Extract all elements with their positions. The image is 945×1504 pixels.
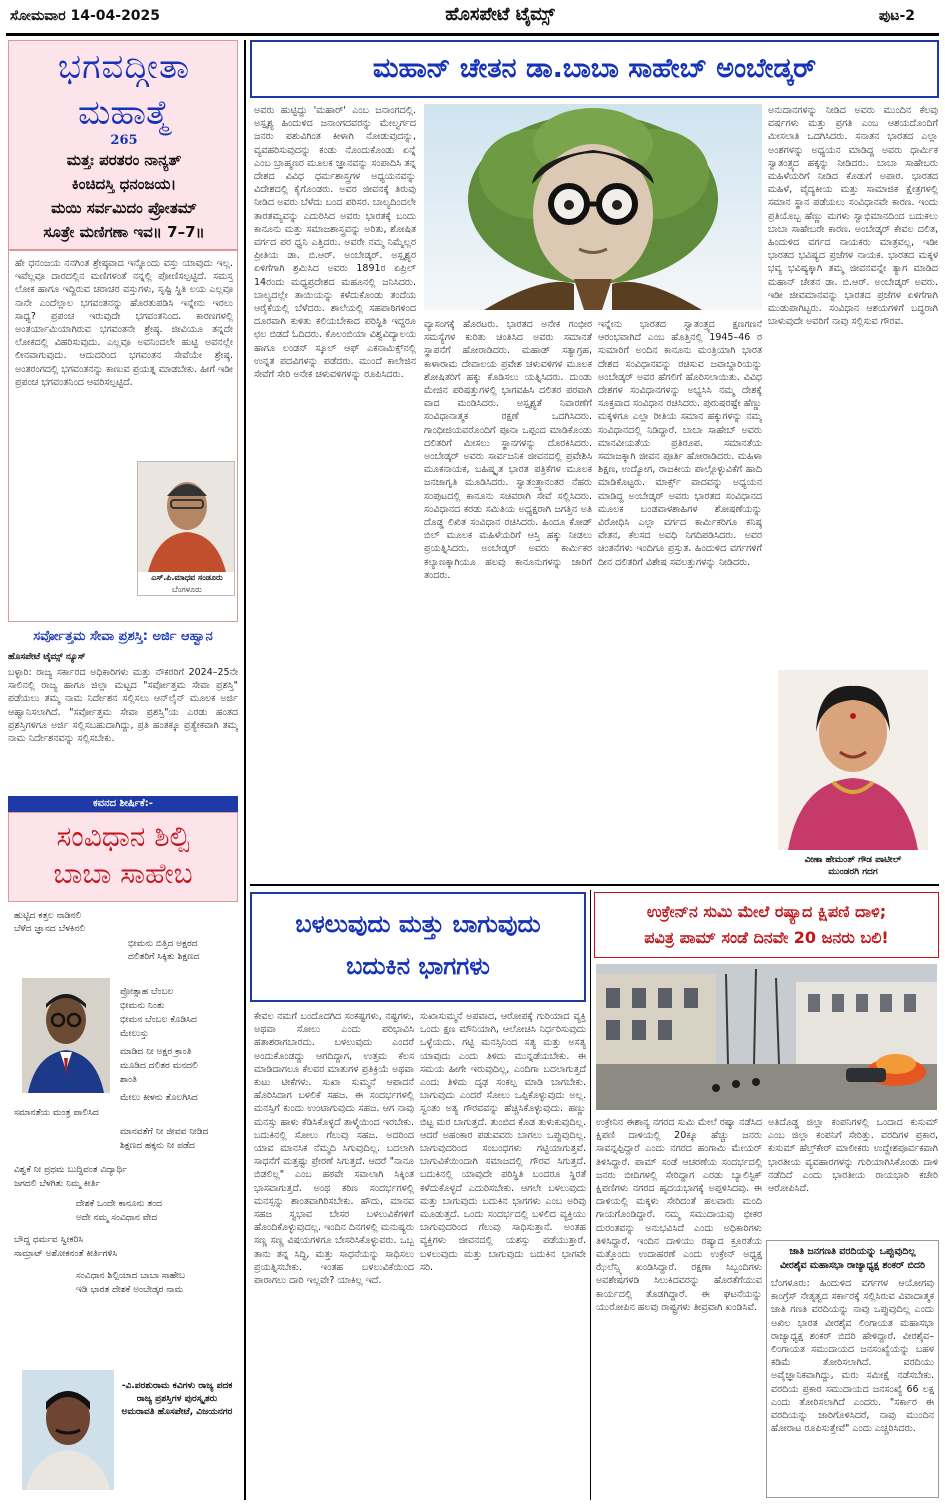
poem-line: ಹುಟ್ಟಿದ ಕತ್ತಲ ನಾಡಿನಲಿ	[14, 911, 82, 921]
award-body: ಬಳ್ಳಾರಿ: ರಾಜ್ಯ ಸರ್ಕಾರದ ಅಧಿಕಾರಿಗಳು ಮತ್ತು ನೌಕರರಿಗೆ 2024–25ನೇ ಸಾಲಿನಲ್ಲಿ ರಾಜ್ಯ ಹಾಗೂ ಜಿಲ್ಲಾ ಮಟ್ಟದ "ಸರ್ವೋತ್ತಮ ಸೇವಾ ಪ್ರಶಸ್ತಿ" ಪಡೆಯಲು ತಮ್ಮ ನಾಮ ನಿರ್ದೇಶನ ಸಲ್ಲಿಸಲು ಆನ್‌ಲೈನ್ ಮೂಲಕ ಅರ್ಜಿ ಆಹ್ವಾನಿಸಲಾಗಿದೆ. "ಸರ್ವೋತ್ತಮ ಸೇವಾ ಪ್ರಶಸ್ತಿ"ಯ ಎರಡು ಹಂತದ ಪ್ರಶಸ್ತಿಗಳಿಗೂ ಅರ್ಜಿ ಸಲ್ಲಿಸಬಹುದಾಗಿದ್ದು, ಪ್ರತಿ ಹಂತಕ್ಕೂ ಪ್ರತ್ಯೇಕವಾಗಿ ತಮ್ಮ ನಾಮ ನಿರ್ದೇಶನವನ್ನು ಸಲ್ಲಿಸಬೇಕು.	[8, 667, 238, 745]
ambedkar-col-1: ಅವರು ಹುಟ್ಟಿದ್ದು 'ಮಹಾರ್' ಎಂಬ ಜನಾಂಗದಲ್ಲಿ. ಅಸ್ಪೃಶ್ಯ ಹಿಂದುಳಿದ ಜನಾಂಗದವರನ್ನು ಮೇಲ್ವರ್ಗದ ಜನರು ಪಶುವಿಗಿಂತ ಕೀಳಾಗಿ ನೋಡುವುದನ್ನು, ವ್ಯವಹರಿಸುವುದನ್ನು ಕಂಡು ನೊಂದುಕೊಂಡು ಏನ್ನೆ ಎಂಬ ಬ್ರಾಹ್ಮಣರ ಮೂಲಕ ಜ್ಞಾನವನ್ನು ಸಂಪಾದಿಸಿ ತನ್ನ ದೇಶದ ವಿವಿಧ ಧರ್ಮಶಾಸ್ತ್ರಗಳ ಅಧ್ಯಯನವನ್ನು ವಿದೇಶದಲ್ಲಿ ಕೈಗೊಂಡರು. ಅವರ ಜೀವನಕ್ಕೆ ತಿರುವು ನೀಡಿದ ಅವರು ಬೆಳೆದು ಬಂದ ಪರಿಸರ. ಬಾಲ್ಯದಿಂದಲೇ ತಾರತಮ್ಯವನ್ನು ಎದುರಿಸಿದ ಅವರು ಭಾರತಕ್ಕೆ ಬಂದು ಕಾನೂನು ಮತ್ತು ಸಮಾಜಶಾಸ್ತ್ರವನ್ನು ಅರಿತು, ಶೋಷಿತ ವರ್ಗದ ಪರ ಧ್ವನಿ ಎತ್ತಿದರು. ಅವರೇ ನಮ್ಮ ನಿಮ್ಮೆಲ್ಲರ ಪ್ರೀತಿಯ ಡಾ. ಬಿ.ಆರ್. ಅಂಬೇಡ್ಕರ್. ಅಸ್ಪೃಶ್ಯರ ಏಳಿಗೆಗಾಗಿ ಶ್ರಮಿಸಿದ ಅವರು 1891ರ ಏಪ್ರಿಲ್ 14ರಂದು ಮಧ್ಯಪ್ರದೇಶದ ಮಹೂನಲ್ಲಿ ಜನಿಸಿದರು. ಬಾಲ್ಯದಲ್ಲೇ ತಾಯಿಯನ್ನು ಕಳೆದುಕೊಂಡು ತಂದೆಯ ಆರೈಕೆಯಲ್ಲಿ ಬೆಳೆದರು. ಶಾಲೆಯಲ್ಲಿ ಸಹಪಾಠಿಗಳಿಂದ ದೂರವಾಗಿ ಕುಳಿತು ಕಲಿಯಬೇಕಾದ ಪರಿಸ್ಥಿತಿ ಇದ್ದರೂ ಛಲ ಬಿಡದೆ ಓದಿದರು. ಕೊಲಂಬಿಯಾ ವಿಶ್ವವಿದ್ಯಾಲಯ ಹಾಗೂ ಲಂಡನ್ ಸ್ಕೂಲ್ ಆಫ್ ಎಕನಾಮಿಕ್ಸ್‌ನಲ್ಲಿ ಉನ್ನತ ಪದವಿಗಳನ್ನು ಪಡೆದರು. ಮುಂದೆ ಕಾಲೇಜಿನ ಸೇವೆಗೆ ಸೇರಿ ಅನೇಕ ಚಳುವಳಿಗಳನ್ನು ರೂಪಿಸಿದರು.	[254, 105, 416, 381]
poem-line: ಮೇಲುಸ್ತು	[120, 1029, 149, 1039]
ambedkar-headline: ಮಹಾನ್ ಚೇತನ ಡಾ.ಬಾಬಾ ಸಾಹೇಬ್ ಅಂಬೇಡ್ಕರ್	[372, 53, 817, 84]
gita-verse-2: ಕಿಂಚಿದಸ್ತಿ ಧನಂಜಯ।	[71, 175, 177, 193]
poem-author	[8, 1366, 238, 1498]
poem-line: ಪ್ರೋತ್ಸಾಹ ಬೆಂಬಲ	[120, 987, 174, 997]
gita-verse-3: ಮಯಿ ಸರ್ವಮಿದಂ ಪ್ರೋತಮ್	[51, 199, 197, 217]
poem-line: ಜಗದಲಿ ಬೆಳಗಿತು ನಿಮ್ಮ ಕೀರ್ತಿ	[14, 1179, 101, 1189]
poem-line: ಭೀಮನು ನಿಂತು	[120, 1001, 165, 1011]
poem-line: ಭೀಮನ ಬೆಂಬಲ ಕೊಡಿಸಿದ	[120, 1015, 197, 1025]
ambedkar-author-place: ಮುಂಡರಗಿ ಗದಗ	[828, 867, 878, 877]
ambedkar-portrait-small	[22, 978, 110, 1093]
gita-verse-4: ಸೂತ್ರೇ ಮಣಿಗಣಾ ಇವ॥ 7–7॥	[43, 223, 205, 241]
ambedkar-col-2: ವ್ಯಾಸಂಗಕ್ಕೆ ಹೊರಟರು. ಭಾರತದ ಅನೇಕ ಗಂಭೀರ ಸಮಸ್ಯೆಗಳ ಕುರಿತು ಚಿಂತಿಸಿದ ಅವರು ಸಮಾನತೆ ಸ್ಥಾಪನೆಗೆ ಹೋರಾಡಿದರು. ಮಹಾಡ್ ಸತ್ಯಾಗ್ರಹ, ಕಾಳಾರಾಮ ದೇವಾಲಯ ಪ್ರವೇಶ ಚಳುವಳಿಗಳ ಮೂಲಕ ಶೋಷಿತರಿಗೆ ಹಕ್ಕು ಕೊಡಿಸಲು ಯತ್ನಿಸಿದರು. ದುಂಡು ಮೇಜಿನ ಪರಿಷತ್ತುಗಳಲ್ಲಿ ಭಾಗವಹಿಸಿ ದಲಿತರ ಪರವಾಗಿ ವಾದ ಮಂಡಿಸಿದರು. ಅಸ್ಪೃಶ್ಯತೆ ನಿವಾರಣೆಗೆ ಸಂವಿಧಾನಾತ್ಮಕ ರಕ್ಷಣೆ ಒದಗಿಸಿದರು. ಗಾಂಧೀಜಿಯವರೊಂದಿಗೆ ಪೂನಾ ಒಪ್ಪಂದ ಮಾಡಿಕೊಂಡು ದಲಿತರಿಗೆ ಮೀಸಲು ಸ್ಥಾನಗಳನ್ನು ದೊರಕಿಸಿದರು. ಅಂಬೇಡ್ಕರ್ ಅವರು ಸಾರ್ವಜನಿಕ ಜೀವನದಲ್ಲಿ ಪ್ರವೇಶಿಸಿ ಮೂಕನಾಯಕ, ಬಹಿಷ್ಕೃತ ಭಾರತ ಪತ್ರಿಕೆಗಳ ಮೂಲಕ ಜನಜಾಗೃತಿ ಮೂಡಿಸಿದರು. ಸ್ವಾತಂತ್ರ್ಯಾನಂತರ ನೆಹರು ಸಂಪುಟದಲ್ಲಿ ಕಾನೂನು ಸಚಿವರಾಗಿ ಸೇವೆ ಸಲ್ಲಿಸಿದರು. ಸಂವಿಧಾನದ ಕರಡು ಸಮಿತಿಯ ಅಧ್ಯಕ್ಷರಾಗಿ ಜಗತ್ತಿನ ಅತಿ ದೊಡ್ಡ ಲಿಖಿತ ಸಂವಿಧಾನ ರಚಿಸಿದರು. ಹಿಂದೂ ಕೋಡ್ ಬಿಲ್ ಮೂಲಕ ಮಹಿಳೆಯರಿಗೆ ಆಸ್ತಿ ಹಕ್ಕು ನೀಡಲು ಪ್ರಯತ್ನಿಸಿದರು. ಅಂಬೇಡ್ಕರ್ ಅವರು ಕಾರ್ಮಿಕರ ಕಲ್ಯಾಣಕ್ಕಾಗಿಯೂ ಹಲವು ಕಾನೂನುಗಳನ್ನು ಜಾರಿಗೆ ತಂದರು.	[424, 319, 592, 581]
balaluvudu-col-1: ಕೇವಲ ನಮಗೆ ಬಂದೊದಗಿದ ಸಂಕಷ್ಟಗಳು, ನಷ್ಟಗಳು, ಅಥವಾ ಸೋಲು ಎಂದು ಪರಿಭಾವಿಸಿ ಹತಾಶರಾಗಬಾರದು. ಬಳಲುವುದು ಎಂದರೆ ಅಂದುಕೊಂಡದ್ದು ಆಗದಿದ್ದಾಗ, ಉತ್ತಮ ಕೆಲಸ ಮಾಡಿದಾಗಲೂ ಕೆಲವರ ಮಾತುಗಳ ಪ್ರತಿಕ್ರಿಯೆ ಅಥವಾ ಕುಟು ಟೀಕೆಗಳು. ಸುಖಾ ಸುಮ್ಮನೆ ಆಪಾದನೆ ಹೊರಿಸಿದಾಗ ಬಳಲಿಕೆ ಸಹಜ. ಈ ಸಂದರ್ಭಗಳಲ್ಲಿ ಮನಸ್ಸಿಗೆ ಕುಂದು ಉಂಟಾಗುವುದು ಸಹಜ. ಆಗ ನಾವು ಮನಸ್ಸು ಹಾಳು ಕೆಡಿಸಿಕೊಳ್ಳದೆ ತಾಳ್ಮೆಯಿಂದ ಇರಬೇಕು. ಬದುಕಿನಲ್ಲಿ ಸೋಲು ಗೆಲುವು ಸಹಜ. ಅದರಿಂದ ಯಾವ ಮಾನಸಿಕ ನೆಮ್ಮದಿ ಸಿಗುವುದಿಲ್ಲ. ಬದಲಾಗಿ ಸಾಧನೆಗೆ ಮತ್ತಷ್ಟು ಪ್ರೇರಣೆ ಸಿಗುತ್ತದೆ. ಆದರೆ "ನಾನೂ ಬಿಡಲಿಲ್ಲ" ಎಂಬ ಹಠವೇ ಸವಾಲಾಗಿ ಸಿಕ್ಕಿಂತ ಭಾಸವಾಗುತ್ತದೆ. ಅಂಥ ಕಠಿಣ ಸಂದರ್ಭಗಳಲ್ಲಿ ಮನಸ್ಸನ್ನು ಶಾಂತವಾಗಿರಿಸಬೇಕು. ಹೌದು, ಮಾನವ ಸಹಜ ಸ್ವಭಾವ ಬೇಸರ ಬಳಲುವಿಕೆಗಳಿಗೆ ಹೊಂದಿಕೊಳ್ಳುವುದಲ್ಲ. ಇಂದಿನ ದಿನಗಳಲ್ಲಿ ಮನುಷ್ಯರು ಸಣ್ಣ ಸಣ್ಣ ವಿಷಯಗಳಿಗೂ ಬೇಸರಿಸಿಕೊಳ್ಳುವರು. ಒಬ್ಬ ತಾನು ತನ್ನ ಸಿದ್ಧಿ, ಮತ್ತು ಸಾಧನೆಯನ್ನು ಸಾಧಿಸಲು ಪ್ರಯತ್ನಿಸಬೇಕು. ಇಂತಹ ಬಳಲುವಿಕೆಯಿಂದ ಪಾರಾಗಲು ದಾರಿ ಇಲ್ಲವೇ? ಯಾಕಿಲ್ಲ ಇದೆ.	[254, 1011, 414, 1287]
poem-line: ಸಂವಿಧಾನ ಶಿಲ್ಪಿಯಾದ ಬಾಬಾ ಸಾಹೇಬ	[76, 1271, 186, 1281]
poem-label-bar	[8, 796, 238, 812]
ambedkar-headline-box	[250, 40, 939, 98]
caste-census-body: ಬೆಂಗಳೂರು: ಹಿಂದುಳಿದ ವರ್ಗಗಳ ಆಯೋಗವು ಕಾಂಗ್ರೆಸ್ ನೇತೃತ್ವದ ಸರ್ಕಾರಕ್ಕೆ ಸಲ್ಲಿಸಿರುವ ವಿವಾದಾತ್ಮಕ ಜಾತಿ ಗಣತಿ ವರದಿಯನ್ನು ನಾವು ಒಪ್ಪುವುದಿಲ್ಲ ಎಂದು ಅಖಿಲ ಭಾರತ ವೀರಶೈವ ಲಿಂಗಾಯತ ಮಹಾಸಭಾ ರಾಜ್ಯಾಧ್ಯಕ್ಷ ಶಂಕರ್ ಬಿದರಿ ಹೇಳಿದ್ದಾರೆ. ವೀರಶೈವ–ಲಿಂಗಾಯತ ಸಮುದಾಯದ ಜನಸಂಖ್ಯೆಯನ್ನು ಬಹಳ ಕಡಿಮೆ ತೋರಿಸಲಾಗಿದೆ. ವರದಿಯು ಅವೈಜ್ಞಾನಿಕವಾಗಿದ್ದು, ಮರು ಸಮೀಕ್ಷೆ ನಡೆಸಬೇಕು. ವರದಿಯ ಪ್ರಕಾರ ಸಮುದಾಯದ ಜನಸಂಖ್ಯೆ 66 ಲಕ್ಷ ಎಂದು ತೋರಿಸಲಾಗಿದೆ ಎಂದರು. "ಸರ್ಕಾರ ಈ ವರದಿಯನ್ನು ಜಾರಿಗೊಳಿಸಿದರೆ, ನಾವು ಮುಂದಿನ ಹೋರಾಟ ರೂಪಿಸುತ್ತೇವೆ" ಎಂದು ಎಚ್ಚರಿಸಿದರು.	[771, 1278, 934, 1435]
gita-author-name: ಎಸ್.ಪಿ.ಮಾಧವ ಸಂಡೂರು	[151, 573, 223, 582]
poem-line: ಮಾನವತೆಗೆ ನೀ ಜೀವವ ನೀಡಿದ	[120, 1127, 209, 1137]
poem-line: ಮೇಲು ಕೀಳನು ತೊಲಗಿಸಿದ	[120, 1093, 198, 1103]
gita-title: ಭಗವದ್ಗೀತಾ	[57, 47, 191, 87]
middle-bottom-rule	[590, 890, 591, 1500]
ambedkar-portrait-icon	[22, 978, 110, 1093]
left-column-rule	[244, 40, 246, 1500]
poem-title-2: ಬಾಬಾ ಸಾಹೇಬ	[53, 857, 193, 890]
poem-title-1: ಸಂವಿಧಾನ ಶಿಲ್ಪಿ	[56, 820, 190, 853]
poem-line: ಸಮಾನತೆಯ ಮಂತ್ರ ಪಾಲಿಸಿದ	[14, 1108, 99, 1118]
balaluvudu-headline-2: ಬದುಕಿನ ಭಾಗಗಳು	[346, 952, 490, 980]
poem-line: ಇಡಿ ಭಾರತ ದೇಶಕೆ ಅಂಬೇಡ್ಕರ ನಾಮ	[76, 1285, 184, 1295]
ambedkar-col-4: ಅನುದಾನಗಳನ್ನು ನೀಡಿದ ಅವರು ಮುಂದಿನ ಕೆಲವು ವರ್ಷಗಳು ಮತ್ತು ಪ್ರಗತಿ ಎಂಬ ಆಶಯದೊಂದಿಗೆ ಮೀಸಲಾತಿ ಒದಗಿಸಿದರು. ಸನಾತನ ಭಾರತದ ಎಲ್ಲಾ ಅಂಶಗಳನ್ನು ಅಧ್ಯಯನ ಮಾಡಿದ್ದ ಅವರು ಧಾರ್ಮಿಕ ಸ್ವಾತಂತ್ರ್ಯದ ಹಕ್ಕನ್ನು ನೀಡಿದರು. ಬಾಬಾ ಸಾಹೇಬರು ಮಹಿಳೆಯರಿಗೆ ನೀಡಿದ ಕೊಡುಗೆ ಅಪಾರ. ಭಾರತದ ಮಹಿಳೆ, ವೈದ್ಯಕೀಯ ಮತ್ತು ಸಾಮಾಜಿಕ ಕ್ಷೇತ್ರಗಳಲ್ಲಿ ಸಮಾನ ಸ್ಥಾನ ಪಡೆಯಲು ಸಂವಿಧಾನವೇ ಕಾರಣ. ಇಂದು ಪ್ರತಿಯೊಬ್ಬ ಹೆಣ್ಣು ಮಗಳು ಸ್ವಾಭಿಮಾನದಿಂದ ಬದುಕಲು ಬಾಬಾ ಸಾಹೇಬರೇ ಕಾರಣ. ಅಂಬೇಡ್ಕರ್ ಕೇವಲ ದಲಿತ, ಹಿಂದುಳಿದ ವರ್ಗದ ನಾಯಕರು ಮಾತ್ರವಲ್ಲ, ಇಡೀ ಭಾರತದ ಭವಿಷ್ಯದ ಪ್ರಜೆಗಳ ನಾಯಕ. ಭಾರತದ ಮಕ್ಕಳ ಭವ್ಯ ಭವಿಷ್ಯಕ್ಕಾಗಿ ತಮ್ಮ ಜೀವನವನ್ನೇ ತ್ಯಾಗ ಮಾಡಿದ ಮಹಾನ್ ಚೇತನ ಡಾ. ಬಿ.ಆರ್. ಅಂಬೇಡ್ಕರ್ ಅವರು. ಇಡೀ ಜೀವಮಾನವನ್ನು ಭಾರತದ ಪ್ರಜೆಗಳ ಏಳಿಗೆಗಾಗಿ ಮುಡುಪಾಗಿಟ್ಟರು. ಸಂವಿಧಾನ ಆಶಯಗಳಿಗೆ ಬದ್ಧರಾಗಿ ಬಾಳುವುದೇ ಅವರಿಗೆ ನಾವು ಸಲ್ಲಿಸುವ ಗೌರವ.	[768, 105, 938, 328]
poem-line: ಮೂಡಿದ ದಲಿತರ ಮನದಲಿ	[120, 1061, 198, 1071]
gita-subtitle: ಮಹಾತ್ಮೆ	[78, 93, 170, 133]
poem-body	[8, 904, 238, 1362]
person-photo-icon	[778, 670, 928, 850]
balaluvudu-headline-1: ಬಳಲುವುದು ಮತ್ತು ಬಾಗುವುದು	[295, 910, 541, 938]
ambedkar-bottom-rule	[250, 884, 939, 886]
ukraine-headline-1: ಉಕ್ರೇನ್‌ನ ಸುಮಿ ಮೇಲೆ ರಷ್ಯಾದ ಕ್ಷಿಪಣಿ ದಾಳಿ;	[646, 902, 887, 921]
paper-name: ಹೊಸಪೇಟೆ ಟೈಮ್ಸ್	[445, 4, 555, 25]
poem-line: ಭೀಮನು ಬಿತ್ತಿದ ಅಕ್ಷರದ	[128, 939, 198, 949]
balaluvudu-col-2: ಸುಖಾಸುಮ್ಮನೆ ಅಪವಾದ, ಆರೋಪಕ್ಕೆ ಗುರಿಯಾದ ವ್ಯಕ್ತಿ ಒಂದು ಕ್ಷಣ ಮೌನಿಯಾಗಿ, ಆಲೋಚಿಸಿ ನಿರ್ಧರಿಸುವುದು ಒಳ್ಳೆಯದು. ಗಟ್ಟಿ ಮನಸ್ಸಿನಿಂದ ಸತ್ಯ ಮತ್ತು ಅಸತ್ಯ ಯಾವುದು ಎಂದು ತಿಳಿದು ಮುನ್ನಡೆಯಬೇಕು. ಈ ಸಮಯ ಹೀಗೇ ಇರುವುದಿಲ್ಲ, ಎಂದಿಗಾ ಬದಲಾಗುತ್ತದೆ ಎಂದು ತಿಳಿದು ದೃಢ ಸಂಕಲ್ಪ ಮಾಡಿ ಬಾಗಬೇಕು. ಬಾಗುವುದು ಎಂದರೆ ಸೋಲು ಒಪ್ಪಿಕೊಳ್ಳುವುದು ಅಲ್ಲ. ಸ್ವಂತಂ ಅತ್ಯ ಗೌರವವನ್ನು ಹೆಚ್ಚಿಸಿಕೊಳ್ಳುವುದು. ಹಣ್ಣು ಬಿಟ್ಟ ಮರ ಬಾಗುತ್ತದೆ. ತುಂಬಿದ ಕೊಡ ತುಳುಕುವುದಿಲ್ಲ. ಆದರೆ ಅಹಂಕಾರ ಪಡುವವರು ಬಾಗಲು ಒಪ್ಪುವುದಿಲ್ಲ. ಬಾಗುವುದರಿಂದ ಸಂಬಂಧಗಳು ಗಟ್ಟಿಯಾಗುತ್ತವೆ. ಬಾಗುವಿಕೆಯಿಂದಾಗಿ ಸಮಾಜದಲ್ಲಿ ಗೌರವ ಸಿಗುತ್ತದೆ. ಬದುಕಿನಲ್ಲಿ ಯಾವುದೇ ಪರಿಸ್ಥಿತಿ ಬಂದರೂ ಸ್ಥಿರತೆ ಕಳೆದುಕೊಳ್ಳದೆ ಎದುರಿಸಬೇಕು. ಆಗಲೇ ಬಳಲುವುದು ಮತ್ತು ಬಾಗುವುದು ಬದುಕಿನ ಭಾಗಗಳು ಎಂಬ ಅರಿವು ಮೂಡುತ್ತದೆ. ಒಂದು ಸಂದರ್ಭದಲ್ಲಿ ಬಳಲಿದ ವ್ಯಕ್ತಿಯು ಬಾಗುವುದರಿಂದ ಗೆಲುವು ಸಾಧಿಸುತ್ತಾನೆ. ಅಂತಹ ವ್ಯಕ್ತಿಗಳು ಜೀವನದಲ್ಲಿ ಯಶಸ್ಸು ಪಡೆಯುತ್ತಾರೆ. ಬಳಲುವುದು ಮತ್ತು ಬಾಗುವುದು ಬದುಕಿನ ಭಾಗವೇ ಸರಿ.	[420, 1011, 586, 1273]
caste-census-heading-1: ಜಾತಿ ಜನಗಣತಿ ವರದಿಯನ್ನು ಒಪ್ಪುವುದಿಲ್ಲ	[789, 1246, 916, 1257]
poem-title-box	[8, 812, 238, 902]
ambedkar-author-photo	[778, 670, 928, 850]
poem-label: ಕವನದ ಶೀರ್ಷಿಕೆ:-	[93, 798, 153, 809]
bombed-street-icon	[596, 964, 937, 1110]
gita-verse-1: ಮತ್ತಃ ಪರತರಂ ನಾನ್ಯತ್	[66, 151, 182, 169]
ambedkar-author-name: ವೀಣಾ ಹೇಮಂತ್ ಗೌಡ ಪಾಟೀಲ್	[804, 855, 902, 865]
gita-author-place: ಬೆಂಗಳೂರು	[172, 585, 202, 594]
award-notice	[8, 624, 238, 794]
gita-author-photo	[137, 461, 235, 596]
ukraine-photo	[596, 964, 937, 1110]
ambedkar-tree-icon	[424, 104, 762, 310]
gita-body-box	[8, 250, 238, 622]
ukraine-headline-2: ಪವಿತ್ರ ಪಾಮ್ ಸಂಡೆ ದಿನವೇ 20 ಜನರು ಬಲಿ!	[644, 928, 889, 947]
balaluvudu-headline-box	[250, 892, 586, 1002]
poem-line: ಶಾಂತಿ	[120, 1075, 137, 1085]
ukraine-col-2: ಅತಿದೊಡ್ಡ ಜಿಲ್ಲಾ ಕಂಪನಿಗಳಲ್ಲಿ ಒಂದಾದ ಕುಸುಮ್ ಎಂಬ ಜಿಲ್ಲಾ ಕಂಪನಿಗೆ ಸೇರಿತ್ತು. ವರದಿಗಳ ಪ್ರಕಾರ, ಕುಸುಮ್ ಹೆಲ್ತ್‌ಕೇರ್ ಮಾಲೀಕರು ಉದ್ದೇಶಪೂರ್ವಕವಾಗಿ ಭಾರತೀಯ ವ್ಯವಹಾರಗಳನ್ನು ಗುರಿಯಾಗಿಸಿಕೊಂಡು ದಾಳಿ ನಡೆದಿದೆ ಎಂದು ಭಾರತೀಯ ರಾಯಭಾರಿ ಕಚೇರಿ ಆರೋಪಿಸಿದೆ.	[768, 1117, 938, 1195]
gita-body: ಹೇ ಧನಂಜಯ ನನಗಿಂತ ಶ್ರೇಷ್ಠವಾದ ಇನ್ನೊಂದು ವಸ್ತು ಯಾವುದು ಇಲ್ಲ. ಇವೆಲ್ಲವೂ ದಾರದಲ್ಲಿನ ಮಣಿಗಳಂತೆ ನನ್ನಲ್ಲಿ ಪೋಣಿಸಲ್ಪಟ್ಟಿದೆ. ಸಮಸ್ತ ಲೋಕ ಹಾಗೂ ಇದ್ದಿರುವ ಚರಾಚರ ವಸ್ತುಗಳು, ಸೃಷ್ಟಿ ಸ್ಥಿತಿ ಲಯ ಎಲ್ಲವೂ ನಾನೇ ಎಂದೆಲ್ಲಾಲ ಭಗವಂತನನ್ನು ಹೊರತುಪಡಿಸಿ ಇನ್ನೇನು ಇರಲು ಸಾಧ್ಯ? ಪ್ರಪಂಚ ಇರುವುದೇ ಭಗವಂತನಿಂದ. ಕಾರಣಗಳಲ್ಲಿ ಅಂತರ್ಯಾಮಿಯಾಗಿರುವ ಭಗವಂತನೇ ಶ್ರೇಷ್ಠ. ಜೀವಿಯೂ ತನ್ನದೇ ಲೋಕದಲ್ಲಿ ವಿಹರಿಸುವುದು. ಎಲ್ಲವೂ ಅವನಿಂದಲೇ ಹುಟ್ಟಿ ಅವನಲ್ಲೇ ಲೀನವಾಗುವುದು. ಆದುದರಿಂದ ಭಗವಂತನ ಸೇವೆಯೇ ಶ್ರೇಷ್ಠ. ಅಂತರಂಗದಲ್ಲಿ ಭಗವಂತನನ್ನು ಕಾಣುವ ಪ್ರಯತ್ನ ಮಾಡಬೇಕು. ಹೀಗೆ ಇಡೀ ಪ್ರಪಂಚ ಭಗವಂತನಿಂದ ಆವರಿಸಲ್ಪಟ್ಟಿದೆ.	[15, 258, 233, 388]
poem-line: ಶಿಕ್ಷಣದ ಹಕ್ಕನು ನೀ ಪಡೆದ	[120, 1141, 195, 1151]
poem-line: ಅದೇ ನಮ್ಮ ಸಂವಿಧಾನ ವೇದ	[76, 1213, 158, 1223]
award-heading: ಸರ್ವೋತ್ತಮ ಸೇವಾ ಪ್ರಶಸ್ತಿ: ಅರ್ಜಿ ಆಹ್ವಾನ	[33, 629, 213, 644]
ukraine-headline-box	[594, 892, 939, 958]
caste-census-box	[766, 1240, 939, 1498]
gita-box	[8, 40, 238, 250]
poem-line: ಮಾಡಿದ ನೀ ಅಕ್ಷರ ಕ್ರಾಂತಿ	[120, 1047, 192, 1057]
page-number: ಪುಟ-2	[878, 8, 915, 24]
poem-line: ಸಾಮ್ರಾಟ್ ಅಶೋಕನಂತೆ ಕೀರ್ತಿಗಳಿಸಿ	[14, 1249, 118, 1259]
person-photo-icon	[138, 462, 235, 572]
masthead-rule	[6, 33, 939, 36]
poem-line: ವಿಶ್ವಕೆ ನೀ ಪ್ರಥಮ ಬುದ್ಧಿವಂತ ವಿದ್ಯಾರ್ಥಿ	[14, 1165, 127, 1175]
caste-census-heading-2: ವೀರಶೈವ ಮಹಾಸಭಾ ರಾಜ್ಯಾಧ್ಯಕ್ಷ ಶಂಕರ್ ಬಿದರಿ	[779, 1260, 925, 1271]
poem-line: ಬೆಳೆದ ಜ್ಞಾನದ ಬೆಳಕಿನಲಿ	[14, 924, 85, 934]
masthead-date: ಸೋಮವಾರ 14-04-2025	[10, 8, 161, 24]
poem-author-caption: -ವಿ.ಪರಶುರಾಮ ಕವಿಗಳು ರಾಜ್ಯ ಪದಕ ರಾಜ್ಯ ಪ್ರಶಸ್ತಿಗಳ ಪುರಸ್ಕೃತರು ಅಮರಾವತಿ ಹೊಸಪೇಟೆ, ವಿಜಯನಗರ	[121, 1381, 233, 1417]
masthead	[0, 0, 945, 40]
person-photo-icon	[22, 1370, 114, 1490]
poem-line: ದಲಿತರಿಗೆ ಸಿಕ್ಕಿತು ಶಿಕ್ಷಣದ	[128, 952, 200, 962]
award-source: ಹೊಸಪೇಟೆ ಟೈಮ್ಸ್ ನ್ಯೂಸ್	[8, 652, 86, 662]
ambedkar-col-3: ಇನ್ನೇನು ಭಾರತದ ಸ್ವಾತಂತ್ರ್ಯದ ಕ್ಷಣಗಣನೆ ಆರಂಭವಾಗಿದೆ ಎಂಬ ಹೊತ್ತಿನಲ್ಲಿ 1945–46 ರ ಸುಮಾರಿಗೆ ಅಂದಿನ ಕಾನೂನು ಮಂತ್ರಿಯಾಗಿ ಭಾರತ ದೇಶದ ಸಂವಿಧಾನವನ್ನು ರಚಿಸುವ ಜವಾಬ್ದಾರಿಯನ್ನು ಅಂಬೇಡ್ಕರ್ ಅವರ ಹೆಗಲಿಗೆ ಹೊರಿಸಲಾಯಿತು. ವಿವಿಧ ದೇಶಗಳ ಸಂವಿಧಾನಗಳನ್ನು ಅಭ್ಯಸಿಸಿ ನಮ್ಮ ದೇಶಕ್ಕೆ ಸೂಕ್ತವಾದ ಸಂವಿಧಾನ ರಚಿಸಿದರು. ಪುರುಷರಷ್ಟೇ ಹೆಣ್ಣು ಮಕ್ಕಳಿಗೂ ಎಲ್ಲಾ ರೀತಿಯ ಸಮಾನ ಹಕ್ಕುಗಳನ್ನು ನಮ್ಮ ಸಂವಿಧಾನದಲ್ಲಿ ನಿಡಿದ್ದಾರೆ. ಬಾಬಾ ಸಾಹೇಬ್ ಅವರು ಮಾನವೀಯತೆಯ ಪ್ರತಿರೂಪ. ಸಮಾನತೆಯ ಸಮಾಜಕ್ಕಾಗಿ ಜೀವನ ಪೂರ್ತಿ ಹೋರಾಡಿದರು. ಮಹಿಳಾ ಶಿಕ್ಷಣ, ಉದ್ಯೋಗ, ರಾಜಕೀಯ ಪಾಲ್ಗೊಳ್ಳುವಿಕೆಗೆ ಹಾದಿ ಮಾಡಿಕೊಟ್ಟರು. ಮಾರ್ಕ್ಸ್ ವಾದವನ್ನು ಅಧ್ಯಯನ ಮಾಡಿದ್ದ ಅಂಬೇಡ್ಕರ್ ಅವರು ಭಾರತದ ಸಂವಿಧಾನದ ಮೂಲಕ ಬಂಡವಾಳಶಾಹಿಗಳ ಶೋಷಣೆಯನ್ನು ವಿರೋಧಿಸಿ ಎಲ್ಲಾ ವರ್ಗದ ಕಾರ್ಮಿಕರಿಗೂ ಕನಿಷ್ಠ ವೇತನ, ಕೆಲಸದ ಅವಧಿ ನಿಗದಿಪಡಿಸಿದರು. ಅವರ ಚಿಂತನೆಗಳು ಇಂದಿಗೂ ಪ್ರಸ್ತುತ. ಹಿಂದುಳಿದ ವರ್ಗಗಳಿಗೆ ದೀನ ದಲಿತರಿಗೆ ವಿಶೇಷ ಸವಲತ್ತುಗಳನ್ನು ನೀಡಿದರು.	[598, 319, 762, 568]
gita-number: 265	[110, 133, 138, 148]
poem-line: ದೇಶಕೆ ಒಂದೇ ಕಾನೂನು ತಂದ	[76, 1199, 162, 1209]
poem-line: ಬೌದ್ಧ ಧರ್ಮವ ಸ್ವೀಕರಿಸಿ	[14, 1235, 84, 1245]
poem-author-photo	[22, 1370, 114, 1490]
ukraine-col-1: ಉಕ್ರೇನಿನ ಈಶಾನ್ಯ ನಗರದ ಸುಮಿ ಮೇಲೆ ರಷ್ಯಾ ನಡೆಸಿದ ಕ್ಷಿಪಣಿ ದಾಳಿಯಲ್ಲಿ 20ಕ್ಕೂ ಹೆಚ್ಚು ಜನರು ಸಾವನ್ನಪ್ಪಿದ್ದಾರೆ ಎಂದು ನಗರದ ಹಂಗಾಮಿ ಮೇಯರ್ ತಿಳಿಸಿದ್ದಾರೆ. ಪಾಮ್ ಸಂಡೆ ಆಚರಣೆಯ ಸಂದರ್ಭದಲ್ಲಿ ಜನರು ಬೀದಿಗಳಲ್ಲಿ ಸೇರಿದ್ದಾಗ ಎರಡು ಬ್ಯಾಲಿಸ್ಟಿಕ್ ಕ್ಷಿಪಣಿಗಳು ನಗರದ ಹೃದಯಭಾಗಕ್ಕೆ ಅಪ್ಪಳಿಸಿದವು. ಈ ದಾಳಿಯಲ್ಲಿ ಮಕ್ಕಳು ಸೇರಿದಂತೆ ಹಲವಾರು ಮಂದಿ ಗಾಯಗೊಂಡಿದ್ದಾರೆ. ನಮ್ಮ ಸಮುದಾಯವು ಭೀಕರ ದುರಂತವನ್ನು ಅನುಭವಿಸಿದೆ ಎಂದು ಅಧಿಕಾರಿಗಳು ತಿಳಿಸಿದ್ದಾರೆ. ಇಂದಿನ ದಾಳಿಯು ರಷ್ಯಾದ ಕ್ರೂರತೆಯ ಮತ್ತೊಂದು ಉದಾಹರಣೆ ಎಂದು ಉಕ್ರೇನ್ ಅಧ್ಯಕ್ಷ ಝೆಲೆನ್ಸ್ಕಿ ಖಂಡಿಸಿದ್ದಾರೆ. ರಕ್ಷಣಾ ಸಿಬ್ಬಂದಿಗಳು ಅವಶೇಷಗಳಡಿ ಸಿಲುಕಿದವರನ್ನು ಹೊರತೆಗೆಯುವ ಕಾರ್ಯದಲ್ಲಿ ತೊಡಗಿದ್ದಾರೆ. ಈ ಘಟನೆಯನ್ನು ಯುರೋಪಿನ ಹಲವು ರಾಷ್ಟ್ರಗಳು ತೀವ್ರವಾಗಿ ಖಂಡಿಸಿವೆ.	[596, 1117, 762, 1313]
ambedkar-tree-image	[424, 104, 762, 310]
